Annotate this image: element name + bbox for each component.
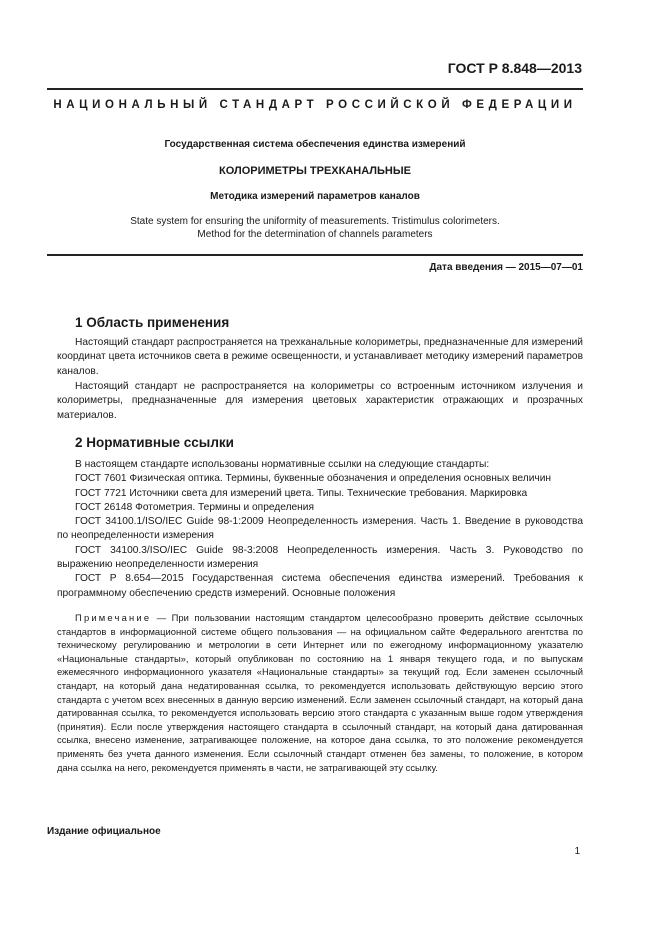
reference-item: ГОСТ 34100.3/ISO/IEC Guide 98-3:2008 Неопределенность измерения. Часть 3. Руководство по выражению неопределенности измерения <box>57 544 583 571</box>
effective-date: Дата введения — 2015—07—01 <box>429 262 583 273</box>
reference-item: ГОСТ 26148 Фотометрия. Термины и определения <box>75 501 315 513</box>
main-title: КОЛОРИМЕТРЫ ТРЕХКАНАЛЬНЫЕ <box>219 165 411 177</box>
middle-divider <box>47 254 583 256</box>
system-title: Государственная система обеспечения единства измерений <box>164 139 466 150</box>
reference-item: ГОСТ Р 8.654—2015 Государственная система обеспечения единства измерений. Требования к программному обеспечению средств измерений. Основные положения <box>57 573 583 599</box>
note-text: — При пользовании настоящим стандартом целесообразно проверить действие ссылочных стандартов в информационной системе общего пользования — на официальном сайте Федерального агентства по техническому регулированию и метрологии в сети Интернет или по ежегодному информационному указателю «Национальные стандарты», который опубликован по состоянию на 1 января текущего года, и по выпускам ежемесячного информационного указателя «Национальные стандарты» за текущий год. Если заменен ссылочный стандарт, на который дана недатированная ссылка, то рекомендуется использовать действующую версию этого стандарта с учетом всех внесенных в данную версию изменений. Если заменен ссылочный стандарт, на который дана датированная ссылка, то рекомендуется использовать версию этого стандарта с указанным выше годом утверждения (принятия). Если после утверждения настоящего стандарта в ссылочный стандарт, на который дана датированная ссылка, внесено изменение, затрагивающее положение, на которое дана ссылка, то это положение рекомендуется применять без учета данного изменения. Если ссылочный стандарт отменен без замены, то положение, в котором дана ссылка на него, рекомендуется применять в части, не затрагивающей эту ссылку. <box>57 612 583 773</box>
english-title-line-1: State system for ensuring the uniformity of measurements. Tristimulus colorimeters. <box>130 216 500 227</box>
subtitle: Методика измерений параметров каналов <box>210 191 420 202</box>
publication-label: Издание официальное <box>47 826 161 837</box>
note-label: Примечание <box>75 612 152 623</box>
top-divider <box>47 88 583 90</box>
english-title <box>47 215 583 241</box>
references-list <box>57 458 583 601</box>
references-intro: В настоящем стандарте использованы нормативные ссылки на следующие стандарты: <box>75 459 490 470</box>
note-paragraph <box>57 611 583 774</box>
document-id: ГОСТ Р 8.848—2013 <box>447 60 582 76</box>
section-1-paragraph-2: Настоящий стандарт не распространяется на колориметры со встроенным источником излучения и колориметры, предназначенные для измерения цветовых характеристик отражающих и прозрачных материалов. <box>57 381 583 421</box>
reference-item: ГОСТ 7721 Источники света для измерений цвета. Типы. Технические требования. Маркировка <box>75 487 528 499</box>
page-number: 1 <box>574 846 580 857</box>
reference-item: ГОСТ 34100.1/ISO/IEC Guide 98-1:2009 Неопределенность измерения. Часть 1. Введение в руководства по неопределенности измерения <box>57 516 583 542</box>
section-2-heading: 2 Нормативные ссылки <box>75 435 234 450</box>
english-title-line-2: Method for the determination of channels parameters <box>197 229 433 240</box>
reference-item: ГОСТ 7601 Физическая оптика. Термины, буквенные обозначения и определения основных величин <box>75 473 552 485</box>
section-1-paragraph-1: Настоящий стандарт распространяется на трехканальные колориметры, предназначенные для измерений координат цвета источников света в режиме освещенности, и устанавливает методику измерений параметров каналов. <box>57 337 583 377</box>
national-standard-banner: НАЦИОНАЛЬНЫЙ СТАНДАРТ РОССИЙСКОЙ ФЕДЕРАЦИИ <box>53 99 577 111</box>
section-1-heading: 1 Область применения <box>75 315 230 330</box>
